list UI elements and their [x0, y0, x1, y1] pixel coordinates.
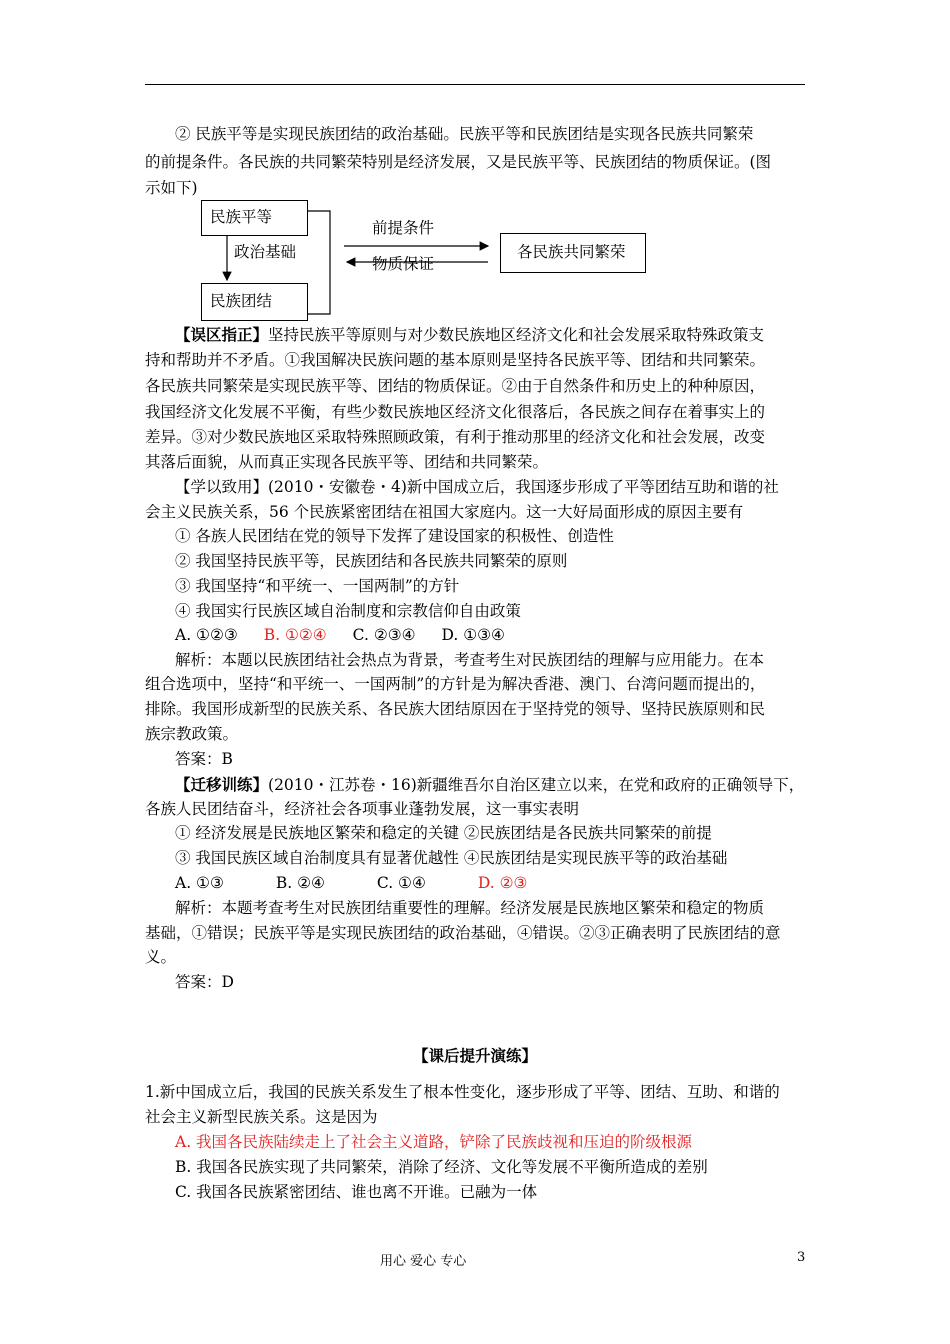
- apply-analysis-4: 族宗教政策。: [145, 725, 239, 743]
- transfer-option-d: D. ②③: [477, 874, 528, 892]
- apply-statement-4: ④ 我国实行民族区域自治制度和宗教信仰自由政策: [175, 602, 521, 620]
- transfer-answer: 答案：D: [175, 973, 234, 991]
- apply-analysis-2: 组合选项中，坚持“和平统一、一国两制”的方针是为解决香港、澳门、台湾问题而提出的，: [145, 675, 766, 693]
- label-precondition: 前提条件: [372, 219, 435, 237]
- misconception-line5: 差异。③对少数民族地区采取特殊照顾政策，有利于推动那里的经济文化和社会发展，改变: [145, 428, 766, 446]
- apply-statement-1: ① 各族人民团结在党的领导下发挥了建设国家的积极性、创造性: [175, 527, 614, 545]
- transfer-statements-2: ③ 我国民族区域自治制度具有显著优越性 ④民族团结是实现民族平等的政治基础: [175, 849, 728, 867]
- apply-option-d: D. ①③④: [441, 626, 505, 644]
- transfer-option-c: C. ①④: [376, 874, 426, 892]
- transfer-line2: 各族人民团结奋斗，经济社会各项事业蓬勃发展，这一事实表明: [145, 800, 580, 818]
- apply-option-a: A. ①②③: [175, 626, 238, 644]
- para1-line1: ② 民族平等是实现民族团结的政治基础。民族平等和民族团结是实现各民族共同繁荣: [175, 125, 754, 143]
- apply-statement-2: ② 我国坚持民族平等，民族团结和各民族共同繁荣的原则: [175, 552, 568, 570]
- apply-analysis-3: 排除。我国形成新型的民族关系、各民族大团结原因在于坚持党的领导、坚持民族原则和民: [145, 700, 766, 718]
- q1-option-a: A. 我国各民族陆续走上了社会主义道路，铲除了民族歧视和压迫的阶级根源: [175, 1133, 693, 1151]
- apply-analysis-1: 解析：本题以民族团结社会热点为背景，考查考生对民族团结的理解与应用能力。在本: [175, 651, 765, 669]
- q1-line2: 社会主义新型民族关系。这是因为: [145, 1108, 378, 1126]
- bracket-connector: [308, 211, 330, 314]
- page-number: 3: [797, 1250, 806, 1265]
- apply-line2: 会主义民族关系，56 个民族紧密团结在祖国大家庭内。这一大好局面形成的原因主要有: [145, 503, 744, 521]
- misconception-line1: 【误区指正】坚持民族平等原则与对少数民族地区经济文化和社会发展采取特殊政策支: [175, 325, 765, 344]
- transfer-options: [175, 871, 553, 896]
- transfer-statements-1: ① 经济发展是民族地区繁荣和稳定的关键 ②民族团结是各民族共同繁荣的前提: [175, 824, 712, 842]
- apply-options: [175, 623, 531, 648]
- apply-line1: 【学以致用】(2010・安徽卷・4)新中国成立后，我国逐步形成了平等团结互助和谐的社: [175, 478, 779, 496]
- transfer-analysis-1: 解析：本题考查考生对民族团结重要性的理解。经济发展是民族地区繁荣和稳定的物质: [175, 899, 765, 917]
- misconception-line6: 其落后面貌，从而真正实现各民族平等、团结和共同繁荣。: [145, 453, 549, 471]
- section-title: 【课后提升演练】: [412, 1046, 537, 1065]
- box-prosperity: 各民族共同繁荣: [500, 233, 646, 273]
- transfer-option-a: A. ①③: [175, 874, 224, 892]
- apply-statement-3: ③ 我国坚持“和平统一、一国两制”的方针: [175, 577, 460, 595]
- misconception-tag: 【误区指正】: [175, 325, 269, 344]
- apply-option-b: B. ①②④: [263, 626, 327, 644]
- footer-slogan: 用心 爱心 专心: [380, 1254, 467, 1269]
- q1-line1: 1.新中国成立后，我国的民族关系发生了根本性变化，逐步形成了平等、团结、互助、和谐的: [145, 1083, 780, 1101]
- misconception-line3: 各民族共同繁荣是实现民族平等、团结的物质保证。②由于自然条件和历史上的种种原因，: [145, 377, 766, 395]
- q1-option-b: B. 我国各民族实现了共同繁荣，消除了经济、文化等发展不平衡所造成的差别: [175, 1158, 708, 1176]
- label-political-basis: 政治基础: [234, 243, 297, 261]
- transfer-line1: 【迁移训练】(2010・江苏卷・16)新疆维吾尔自治区建立以来，在党和政府的正确领导下，: [175, 775, 805, 794]
- transfer-analysis-3: 义。: [145, 948, 177, 966]
- box-unity: 民族团结: [201, 283, 308, 321]
- label-material-guarantee: 物质保证: [372, 255, 435, 273]
- apply-answer: 答案：B: [175, 750, 233, 768]
- misconception-line2: 持和帮助并不矛盾。①我国解决民族问题的基本原则是坚持各民族平等、团结和共同繁荣。: [145, 351, 766, 369]
- transfer-option-b: B. ②④: [275, 874, 325, 892]
- transfer-tag: 【迁移训练】: [175, 775, 269, 794]
- para1-line2: 的前提条件。各民族的共同繁荣特别是经济发展，又是民族平等、民族团结的物质保证。(图: [145, 153, 772, 171]
- q1-option-c: C. 我国各民族紧密团结、谁也离不开谁。已融为一体: [175, 1183, 538, 1201]
- transfer-analysis-2: 基础，①错误；民族平等是实现民族团结的政治基础，④错误。②③正确表明了民族团结的意: [145, 924, 781, 942]
- box-equality: 民族平等: [201, 200, 308, 236]
- misconception-line4: 我国经济文化发展不平衡，有些少数民族地区经济文化很落后，各民族之间存在着事实上的: [145, 403, 766, 421]
- apply-option-c: C. ②③④: [352, 626, 416, 644]
- para1-line3: 示如下): [145, 179, 198, 197]
